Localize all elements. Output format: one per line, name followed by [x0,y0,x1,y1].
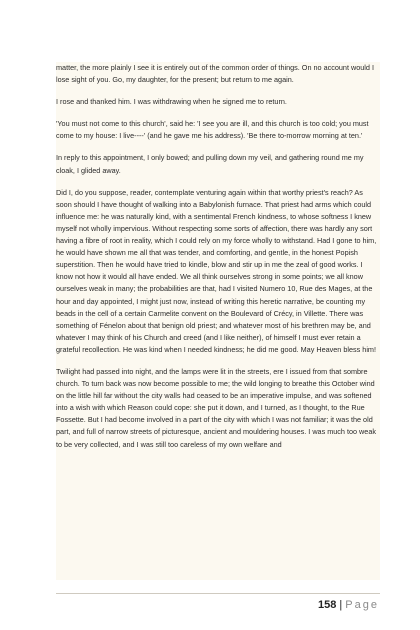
footer-divider [56,593,380,594]
paragraph: Did I, do you suppose, reader, contemplate venturing again within that worthy priest's reach? As soon should I have thought of walking into a Babylonish furnace. That priest had arms which could influence me: he was naturally kind, with a sentimental French kindness, to whose softness I knew myself not wholly impervious. Without respecting some sorts of affection, there was hardly any sort having a fibre of root in reality, which I could rely on my force wholly to withstand. Had I gone to him, he would have shown me all that was tender, and comforting, and gentle, in the honest Popish superstition. Then he would have tried to kindle, blow and stir up in me the zeal of good works. I know not how it would all have ended. We all think ourselves strong in some points; we all know ourselves weak in many; the probabilities are that, had I visited Numero 10, Rue des Mages, at the hour and day appointed, I might just now, instead of writing this heretic narrative, be counting my beads in the cell of a certain Carmelite convent on the Boulevard of Crécy, in Villette. There was something of Fénelon about that benign old priest; and whatever most of his brethren may be, and whatever I may think of his Church and creed (and I like neither), of himself I must ever retain a grateful recollection. He was kind when I needed kindness; he did me good. May Heaven bless him! [56,187,377,354]
paragraph: Twilight had passed into night, and the lamps were lit in the streets, ere I issued from that sombre church. To turn back was now become possible to me; the wild longing to breathe this October wind on the little hill far without the city walls had ceased to be an imperative impulse, and was softened into a wish with which Reason could cope: she put it down, and I turned, as I thought, to the Rue Fossette. But I had become involved in a part of the city with which I was not familiar; it was the old part, and full of narrow streets of picturesque, ancient and mouldering houses. I was much too weak to be very collected, and I was still too careless of my own welfare and [56,366,376,449]
paragraph: matter, the more plainly I see it is entirely out of the common order of things. On no account would I lose sight of you. Go, my daughter, for the present; but return to me again. [56,63,374,85]
page-label: Page [345,599,379,611]
paragraph: 'You must not come to this church', said he: 'I see you are ill, and this church is too cold; you must come to my house: I live----' (and he gave me his address). 'Be there to-morrow morning at ten.' [56,119,369,141]
footer-separator: | [336,599,346,611]
text-block [56,62,380,580]
paragraph: In reply to this appointment, I only bowed; and pulling down my veil, and gathering round me my cloak, I glided away. [56,153,364,175]
page-number: 158 [317,599,337,611]
paragraph: I rose and thanked him. I was withdrawing when he signed me to return. [56,97,287,107]
page-footer [318,598,379,612]
